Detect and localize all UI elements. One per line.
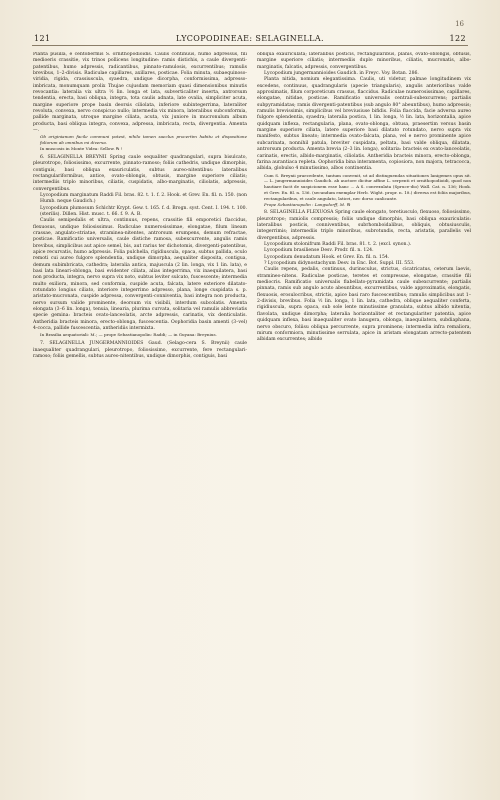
page-number-left: 121 (34, 34, 51, 43)
paragraph-r6: 8. SELAGINELLA FLEXUOSA Spring caule elongato, teretiusculo, flexuoso, foliosissimo, pleurotropo; ramiolis compressis; foliis undique dimorphis, basi obliqua exauriculatis: lateralibus posticis, conniventibus, subrhomboidalibus, obliquis, obtusiusculis, integerrimis; intermediis triplo minoribus, subrotundis, recta, aristatis, parallelis vel divergentibus, adpressis. (257, 210, 471, 241)
page-number-right: 122 (449, 34, 466, 43)
paragraph-l4: 6. SELAGINELLA BREYNII Spring caule sequaliter quadrangulari, supra bisulcato, pleurotropo, foliosissimo, excurrente, pinnato-ramoso; foliis cathedris, undique dimorphis, contiguis, basi obliqua exauriculatis, subtus aureo-nitentibus: lateralibus rectangulariformibus, antice, ovato-oblongis, obtusis, margine superiore ciliatis; intermediis triplo minoribus, ciliatis, cuspidatis, albo-marginatis, ciliolatis, adpressis, convergentibus. (33, 154, 247, 192)
signature-mark: 16 (455, 20, 464, 28)
paragraph-r3: Planta nitida, nomium elegantissima. Caulis, uti videtur, palmae longitudinem vix excedens, continuus, quadrangularis (apecie triangularis), angulis anterioribus valde approximatis, filum corporeticum crassus, flaccidus. Radiculae numerosissimae, capillares, elongatae, nitidae, posticae. Ramificatio universalis centrali-subexcurrens; partialis subpyramidatas; ramis divergenti-patentibus (sub angulo 80° abeuntibus), humo adpressis; ramulis brevissimis, simplicibus vel breviusiuse bifidis. Folia flaccida, facie adversa aureo fulgore splendentia, syaedra; lateralia postica, 1 lin. longa, ½ lin. lata, horizontalia, apice quidquam inflexa, rectangularia, plana, ovato-oblonga, obtusa, praesertim versus basin margine superiore ciliata, latere superiore basi dilatato rotundato, nervo supra vix manifesto, subtus lineato; intermedia ovato-falcata, plana, vel e nervo prominente apice subcarinata, nonnihil patula, breviter cuspidata, peltata, basi valde obliqua, dilatata, antrorsum producta. Amenta brevia (2–3 lin. longa), solitaria: bracteis ex ovato-lanceolatis, carinatis, erectis, albido-marginatis, ciliolatis. Antheridia bracteis minora, erecto-oblonga, farina aurantiaca repleta. Oophoridia bina interamenta, copiosiora, non majora, tetracocca, albida, globulso 4 minutissimo, albos continentia. (257, 77, 471, 172)
paragraph-r8: Lycopodium brasiliense Desv. Prodr. fil. n. 124. (264, 248, 374, 254)
paragraph-l6: Lycopodium plumosum Schlchtr Krypt. Gew. t. 165. f. d. Brogn. syst. Cent. I. 194. t. 100. (sterilis). Dillen. Hist. musc. t. 66. f. 9. A. B. (40, 205, 247, 217)
paragraph-r2: Lycopodium jungermannioides Gaudich. in Freyc. Voy. Botan. 286. (264, 71, 419, 77)
paragraph-r1: obliqua exauriculata; lateralibus posticis, rectangularibus, planis, ovato-oblongis, obtusis, margine superiore ciliatis; intermediis duplo minoribus, ciliatis, mucronatis, albo-marginatis, falcatis, adpressis, convergentibus. (257, 52, 471, 70)
paragraph-l7: Caulis semipedalis et ultra, continuus, repens, crassitie fili emporetici flaccidus, flexuosus, undique foliosissimus. Radiculae numerosissimae, elongatae, filum lineam crassae, angulato-striatae, straminea-nitentes, antrorsum erumpens, demum refractae, posticae. Ramificatio universalis, caule distiche ramosa, subexcurrente, angulis ramis brevibus, simplicibus aut apice semel, bis, aut rarius ter dichotomis, divergenti-patentibus, apice recurvatis, humo adpressis. Folia pulchella, rigidiuscula, opaca, subtus pallida, oculo remoti cui aureo fulgore splendentia, undique dimorpha, aequaliter disposita, contigua, demum subimbricata, cathedra; lateralia antica, majuscula (2 lin. longa, vix 1 lin. lata), e basi lata lineari-oblonga, basi evidenter ciliata, alias integerrima, vix inaequilatera, basi non producta, integra, nervo supra vix noto, subtus leviter sulcato, fuscescente; intermedia multo exiliora, minora, sed conformia, cuspide acuta, falcata, latere exteriore dilatato-rotundato longius ciliato, interiore integerrimo adpresso, plana, longe cuspidata s. p. aristato-mucronata, cuspide adpressa, convergenti-conniventia, basi integra non producta, nervo sursum valide prominente, deorsum vix visibili, interdum subcolatis. Amenta elongata (3–6 lin. longa), tenuia, linearia, plurima curvata, solitaria vel ramulis abbreviatis specie gemina: bracteis ovato-lanceolatis, arcte adpressis, carinatis, vix denticulatis. Antheridia bracteis minora, erecto-oblonga, fuscescentia. Oophoridia basin amenti (3–vel) 4-cocca, pallide fuscescentia, antheridiis intermixta. (33, 218, 247, 332)
paragraph-l5: Lycopodium marginatum Raddi Fil. bras. 82. t. 1. f. 2. Hook. et Grev. En. fil. n. 150. (non Humb. neque Gaudich.) (40, 192, 247, 205)
left-text-column (33, 52, 247, 772)
paragraph-l8: In Brasilia aequatoriali: M.; — prope Sebastianopolin: Raddi; — in Guyana: Breynius. (40, 332, 217, 338)
paragraph-r7: Lycopodium stolonifrum Raddi Fil. bras. 81. t. 2. (excl. synon.). (264, 242, 412, 248)
right-text-column (257, 52, 471, 772)
paragraph-l2: Ob originianum facile communi potest, nihilo tamen saeclus procertim habitu et dispositione foliorum ab omnibus mi diversa. (40, 134, 247, 146)
paragraph-r10: ? Lycopodium didynostachyum Desv. in Enc. Bot. Suppl. III. 553. (264, 261, 415, 267)
paragraph-r9: Lycopodium denudatum Hook. et Grev. En. fil. n. 154. (264, 254, 390, 260)
paragraph-r4: Cum S. Breynii praecedente, tantum convenit, ut ad distinguendas situationes lanigemes opus sit. — L. jungermannioides Gaudich. ab auctore dicitur affine L. serpenti et ornithopodioidi, quod non hautiare facit de suspicionem esse hanc ... A S. convexulata (Spruce-dio) Wall. Cat. n. 136; Hook. et Grev. En. fil. n. 136. (secundum exemplar Herb. Wight. propr. n. 18.) diversa est foliis majoribus, rectangularibus, et caule angulato, laticri, nec dorso canlicante. (264, 172, 471, 201)
paragraph-r5: Prope Sebastianopolin : Langsdorff, M. ℞ (264, 201, 351, 207)
paragraph-l9: 7. SELAGINELLA JUNGERMANNIOIDES Gaud. (Selago-cera S. Breynii) caule inaequaliter quadrangulari, pleurotropo, foliosissimo, excurrente, fere rectangulari-ramoso; foliis gemellis, subtus aureo-nitentibus, undique dimorphis, contiguis, basi (33, 341, 247, 359)
paragraph-r11: Caulis repens, pedalis, continuus, durinsculus, strictus, cicatricatus, ceterum laevis, stramineo-nitens. Radiculae posticae, teretes et compressae, elongatae, crassitie fili mediocris. Ramificatio universalis flabellato-pyramidata caule subexcurrente; partialis pinnata, ramis sub angulo acuto abeuntibus, excurrentibus, valde approximatis, elongatis, flexuosis, erosulocribus, strictis, apice basi raro fuscescentibus; ramulis simplicibus aut 1–2-divisis, brevibus. Folia ½ lin. longa, 1 lin. lata, cathedra, oblique aequaliter conferta, rigidiuscula, supra opaca, sub sole lente minutissime granulata, subtus albido nitentia, flavolata, undique dimorpha; lateralia horizontaliter et rectangulariter patentia, apice quidquam inflexa, basi inaequaliter ovato lanugera, oblonga, inaequilatera, subdiaphana, nervo obscuro, foliisu obliqua percurrente, supra prominens; intermedia infra remaliora, mirum conformiora, minutissime serrulata, apice in aristam elongatam arrecto-patentem albidam excurrentes; albido (257, 267, 471, 343)
paragraph-l1: Planta pusilla, e centobermis S. ornithopodioidis. Caulis continuus, humo adpressus, fili medioeris crassitie, vix trinos pollicens longitudine: ramis distichis, a caule divergenti-patentibus, humo adpressis, radicantibus, pinnato-ramulosis, excurrentibus; ramulis brevibus, 1–2-divisis. Radiculae capillares, axillares, posticae. Folia minuta, subaequinoso-viridia, rigida, crassiuscula, syaedra, undique dicorpha, conformissima, adpresso-imbricata, monumquam prolix Thujae cujusdam memoriam quasi dimensionibus minutis revocantia: lateralia vix ultra ½ lin. longa et lata, subverticaliter inserta, antrorsum tendentia, erecta, basi obliqua, integra, tota caulis adnata, late ovalia, simpliciter acuta, margine superiore prope basin deorsis ciliolata, inferiore subintegerrima, lateraliter revoluta, convexa, nervo conspicuo nullo; intermedia vix minora, lateralibus subconformia, pallide marginata, utroque margine ciliata, acuta, vix juniore in mucronulum album producta, basi obliqua integra, convexa, adpressa, imbricata, recta, divergentia. Amenta —. (33, 52, 247, 134)
running-title: LYCOPODINEAE: SELAGINELLA. (176, 34, 324, 43)
running-head (32, 33, 468, 46)
paragraph-l3: In muscosis in Monte Videa: Sellow. ℞ ! (40, 146, 123, 152)
